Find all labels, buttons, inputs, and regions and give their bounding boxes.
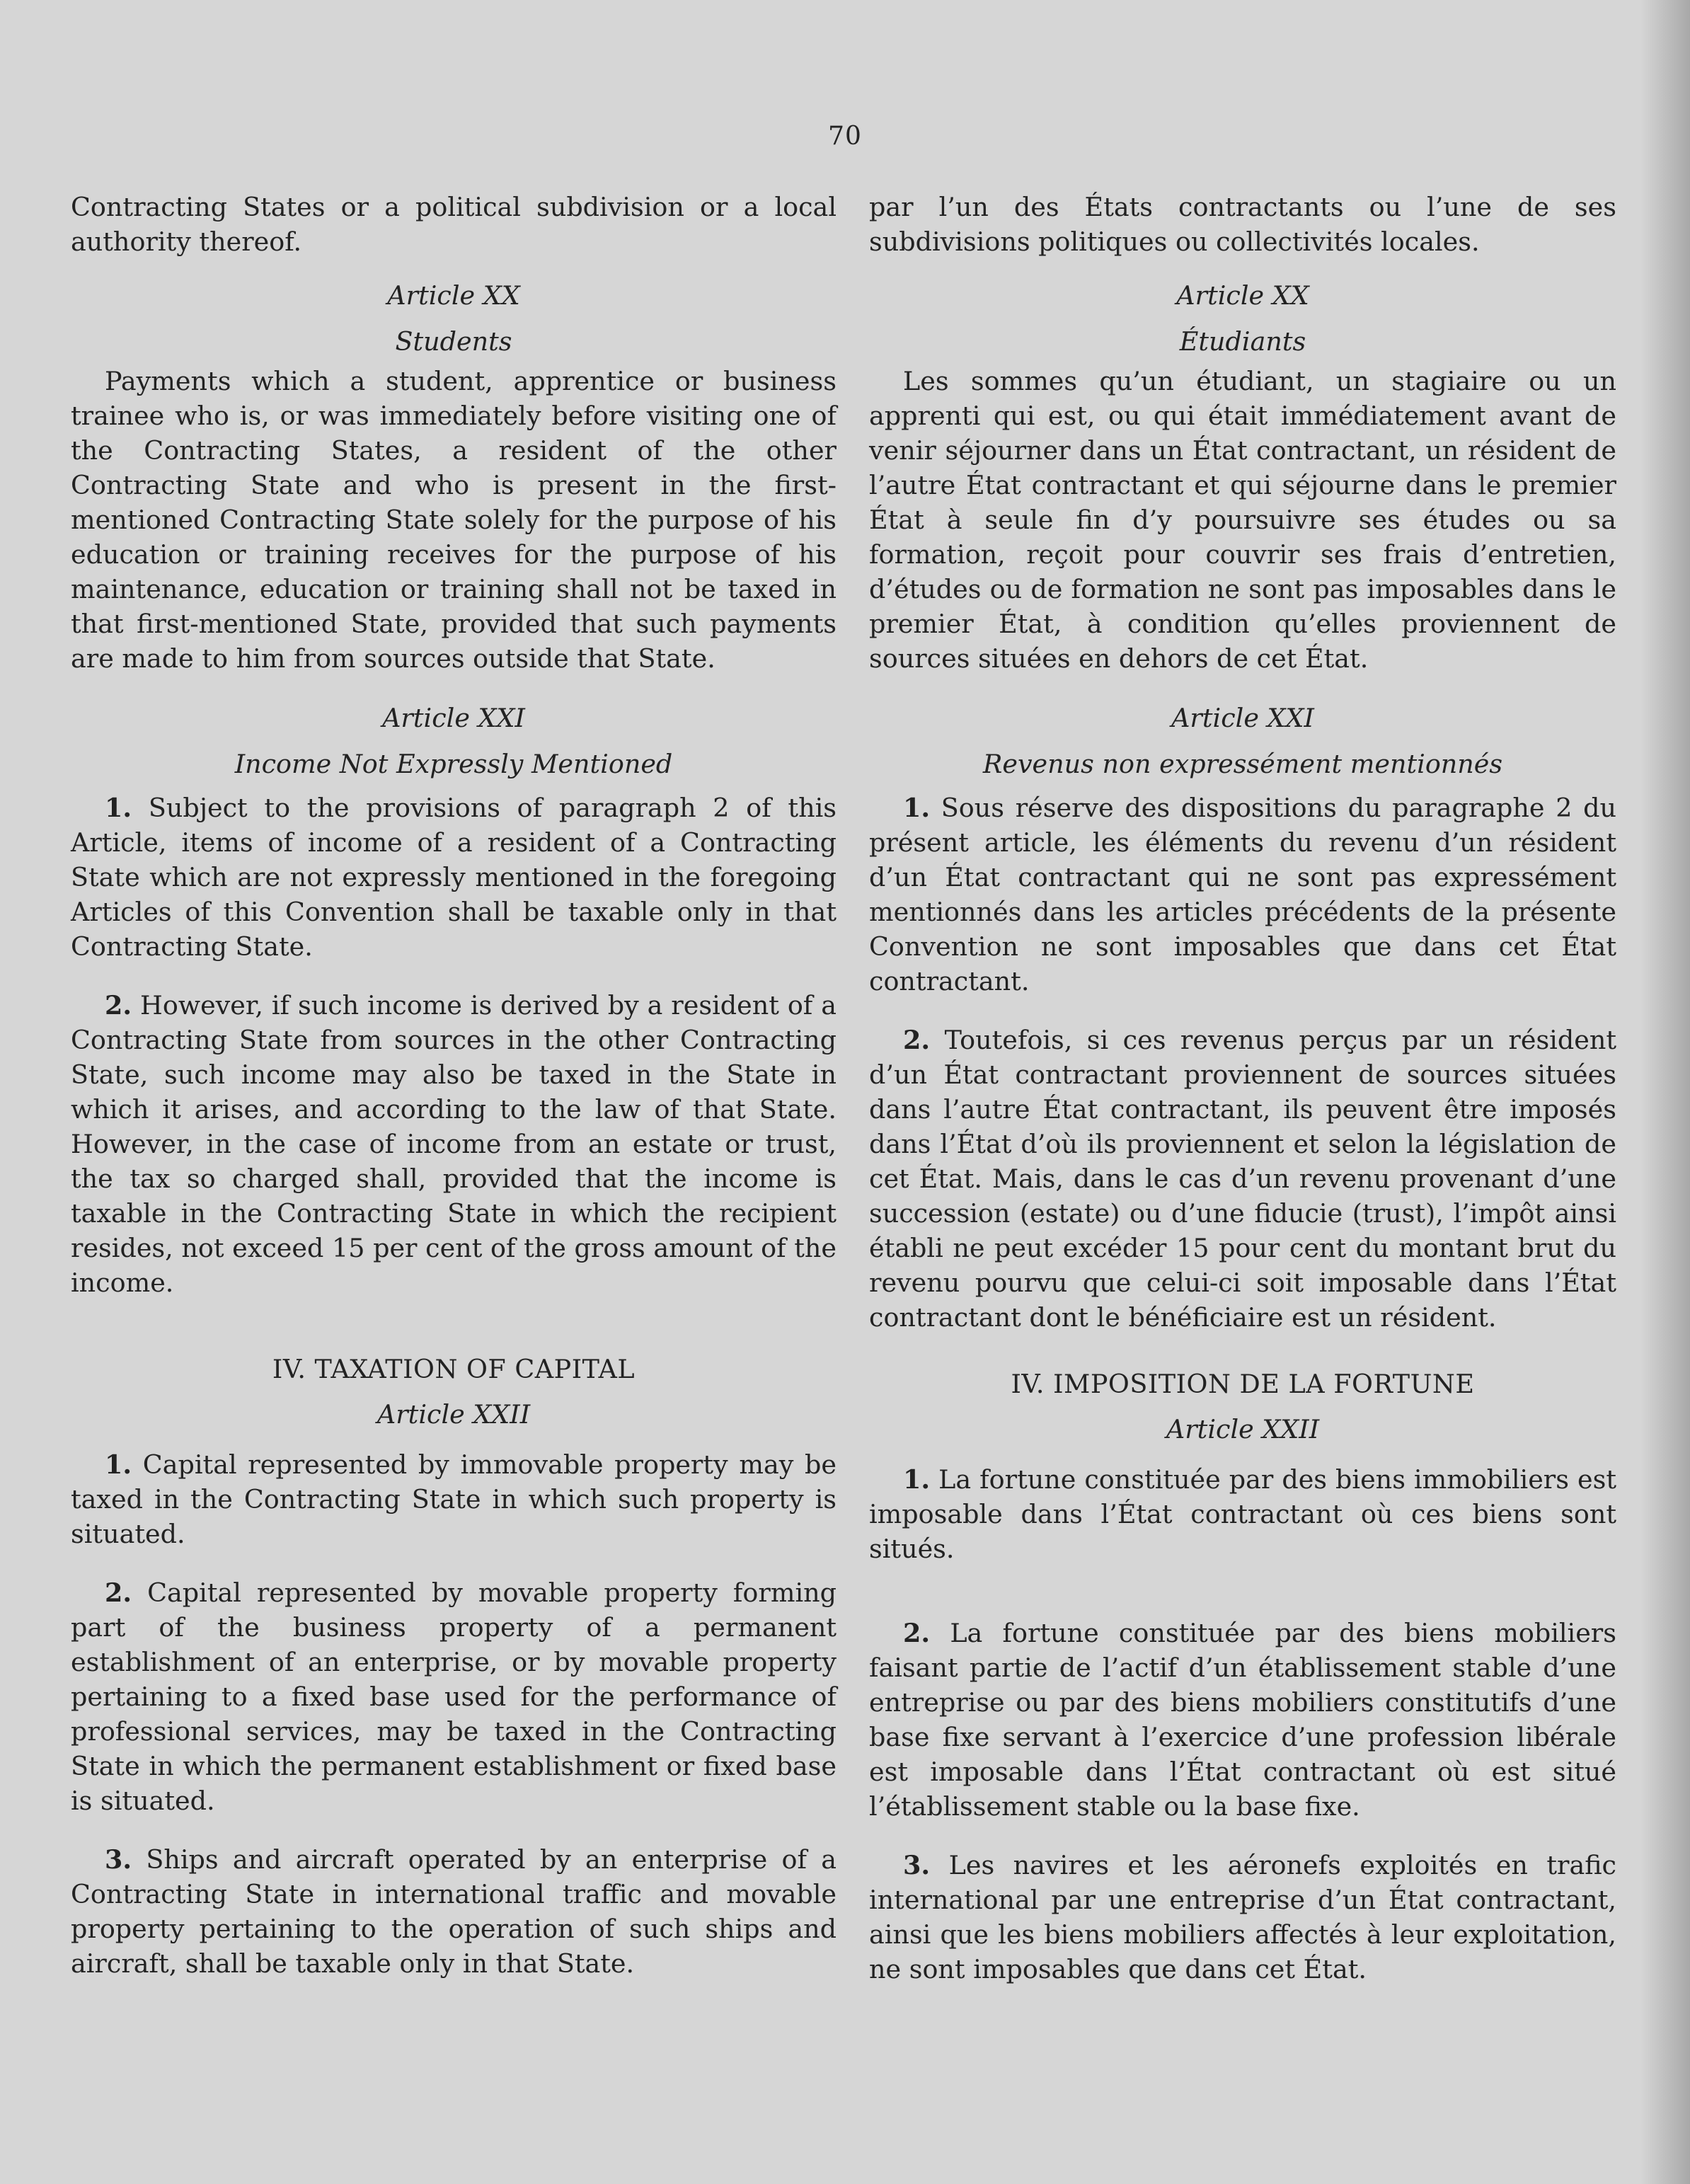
article-xx-text: Les sommes qu’un étudiant, un stagiaire ou un apprenti qui est, ou qui était immédiatement avant de venir séjourner dans un État contractant, un résident de l’autre État contractant et qui séjourne dans le premier État à seule fin d’y poursuivre ses études ou sa formation, reçoit pour couvrir ses frais d’entretien, d’études ou de formation ne sont pas imposables dans le premier État, à condition qu’elles proviennent de sources situées en dehors de cet État. (869, 366, 1616, 674)
article-xxi-subtitle: Income Not Expressly Mentioned (234, 749, 673, 779)
article-xxi-subtitle: Revenus non expressément mentionnés (982, 749, 1503, 779)
paragraph-text: Sous réserve des dispositions du paragraphe 2 du présent article, les éléments du revenu d’un résident d’un État contractant qui ne sont pas expressément mentionnés dans les articles précédents de la présente Convention ne sont imposables que dans cet État contractant. (869, 793, 1616, 996)
article-xxii-paragraph-2 (71, 1575, 837, 1818)
chapter-iv-heading: IV. IMPOSITION DE LA FORTUNE (1011, 1369, 1475, 1399)
article-xx-subtitle: Étudiants (1179, 326, 1306, 357)
paragraph-text: Capital represented by immovable property may be taxed in the Contracting State in which such property is situated. (71, 1449, 837, 1549)
paragraph-number: 3. (903, 1850, 931, 1880)
continuation-text: par l’un des États contractants ou l’une de ses subdivisions politiques ou collectivités locales. (869, 192, 1616, 257)
paragraph-text: Les navires et les aéronefs exploités en trafic international par une entreprise d’un État contractant, ainsi que les biens mobiliers affectés à leur exploitation, ne sont imposables que dans cet État. (869, 1850, 1616, 1984)
paragraph-number: 2. (903, 1618, 931, 1648)
article-xxi-title: Article XXI (382, 703, 525, 733)
paragraph-text: Capital represented by movable property forming part of the business property of a permanent establishment of an enterprise, or by movable property pertaining to a fixed base used for the performance of professional services, may be taxed in the Contracting State in which the permanent establishment or fixed base is situated. (71, 1577, 837, 1816)
article-xxi-paragraph-1 (869, 791, 1616, 999)
article-xx-text: Payments which a student, apprentice or business trainee who is, or was immediately before visiting one of the Contracting States, a resident of the other Contracting State and who is present in the first-mentioned Contracting State solely for the purpose of his education or training receives for the purpose of his maintenance, education or training shall not be taxed in that first-mentioned State, provided that such payments are made to him from sources outside that State. (71, 366, 837, 674)
article-xxii-paragraph-2 (869, 1616, 1616, 1824)
page-edge-shadow (1640, 0, 1690, 2184)
paragraph-number: 1. (105, 1449, 132, 1480)
paragraph-text: La fortune constituée par des biens immobiliers est imposable dans l’État contractant où ces biens sont situés. (869, 1464, 1616, 1564)
article-xxi-title: Article XXI (1171, 703, 1314, 733)
article-xx-subtitle: Students (395, 326, 512, 357)
paragraph-number: 1. (903, 1464, 931, 1495)
article-xxii-paragraph-3 (869, 1848, 1616, 1987)
article-xxii-paragraph-1 (869, 1462, 1616, 1566)
english-column (71, 190, 837, 1981)
article-xx-title: Article XX (1176, 280, 1309, 311)
article-xxi-paragraph-2 (869, 1023, 1616, 1335)
paragraph-text: Toutefois, si ces revenus perçus par un résident d’un État contractant proviennent de sources situées dans l’autre État contractant, ils peuvent être imposés dans l’État d’où ils proviennent et selon la législation de cet État. Mais, dans le cas d’un revenu provenant d’une succession (estate) ou d’une fiducie (trust), l’impôt ainsi établi ne peut excéder 15 pour cent du montant brut du revenu pourvu que celui-ci soit imposable dans l’État contractant dont le bénéficiaire est un résident. (869, 1025, 1616, 1333)
article-xx-title: Article XX (387, 280, 520, 311)
paragraph-number: 2. (105, 990, 132, 1021)
chapter-iv-heading: IV. TAXATION OF CAPITAL (272, 1354, 636, 1384)
paragraph-number: 1. (105, 793, 132, 823)
paragraph-number: 2. (105, 1577, 132, 1608)
paragraph-number: 1. (903, 793, 931, 823)
article-xxi-paragraph-1 (71, 791, 837, 964)
article-xxii-paragraph-1 (71, 1447, 837, 1551)
article-xxii-paragraph-3 (71, 1842, 837, 1981)
paragraph-text: Subject to the provisions of paragraph 2 of this Article, items of income of a resident of a Contracting State which are not expressly mentioned in the foregoing Articles of this Convention shall be taxable only in that Contracting State. (71, 793, 837, 962)
paragraph-text: However, if such income is derived by a resident of a Contracting State from sources in the other Contracting State, such income may also be taxed in the State in which it arises, and according to the law of that State. However, in the case of income from an estate or trust, the tax so charged shall, provided that the income is taxable in the Contracting State in which the recipient resides, not exceed 15 per cent of the gross amount of the income. (71, 990, 837, 1298)
french-column (869, 190, 1616, 1987)
article-xxi-paragraph-2 (71, 988, 837, 1300)
paragraph-number: 2. (903, 1025, 931, 1055)
article-xxii-title: Article XXII (376, 1399, 531, 1430)
paragraph-number: 3. (105, 1844, 132, 1875)
paragraph-text: La fortune constituée par des biens mobiliers faisant partie de l’actif d’un établissement stable d’une entreprise ou par des biens mobiliers constitutifs d’une base fixe servant à l’exercice d’une profession libérale est imposable dans l’État contractant où est situé l’établissement stable ou la base fixe. (869, 1618, 1616, 1822)
article-xxii-title: Article XXII (1166, 1414, 1320, 1444)
paragraph-text: Ships and aircraft operated by an enterprise of a Contracting State in international traffic and movable property pertaining to the operation of such ships and aircraft, shall be taxable only in that State. (71, 1844, 837, 1979)
page-number: 70 (828, 122, 862, 151)
continuation-text: Contracting States or a political subdivision or a local authority thereof. (71, 192, 837, 257)
